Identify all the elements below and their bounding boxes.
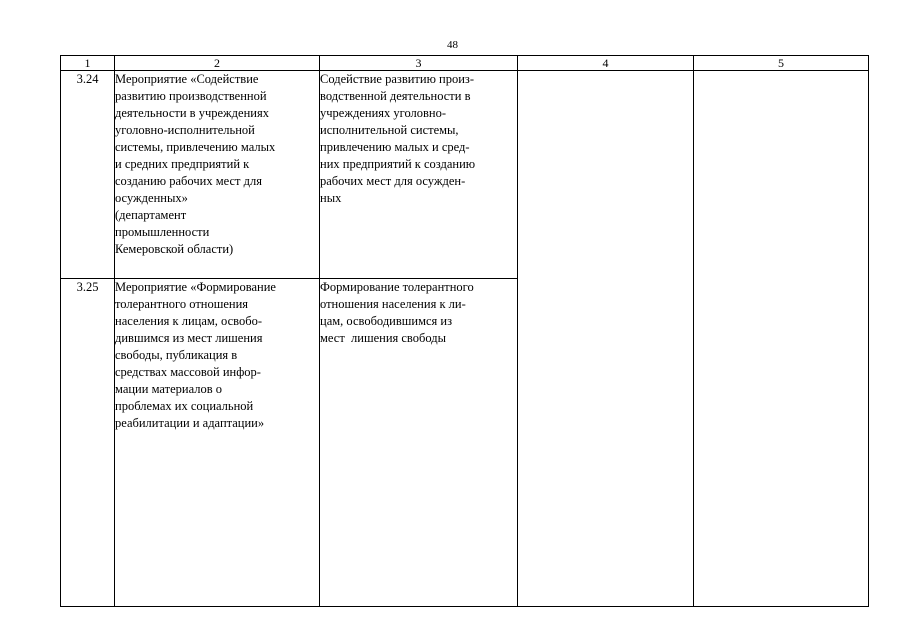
row-number: 3.25 — [61, 279, 115, 607]
text-line: учреждениях уголовно- — [320, 106, 447, 120]
header-col-1: 1 — [61, 56, 115, 71]
page-number: 48 — [447, 39, 458, 51]
text-line: населения к лицам, освобо- — [115, 314, 262, 328]
text-line: осужденных» — [115, 191, 188, 205]
text-line: отношения населения к ли- — [320, 297, 466, 311]
header-col-3: 3 — [320, 56, 518, 71]
measure-content-cell — [320, 71, 518, 279]
text-line: водственной деятельности в — [320, 89, 471, 103]
text-line: цам, освободившимся из — [320, 314, 453, 328]
text-line: мест лишения свободы — [320, 331, 447, 345]
measure-description-cell — [115, 279, 320, 607]
text-line: проблемах их социальной — [115, 399, 254, 413]
text-line: промышленности — [115, 225, 210, 239]
text-line: (департамент — [115, 208, 187, 222]
text-line: Мероприятие «Содействие — [115, 72, 259, 86]
row-number: 3.24 — [61, 71, 115, 279]
text-line: созданию рабочих мест для — [115, 174, 262, 188]
text-line: Кемеровской области) — [115, 242, 234, 256]
empty-cell-col-5 — [694, 71, 869, 607]
measure-content-cell — [320, 279, 518, 607]
header-col-5: 5 — [694, 56, 869, 71]
text-line: рабочих мест для осужден- — [320, 174, 466, 188]
header-col-2: 2 — [115, 56, 320, 71]
table-row — [61, 71, 869, 279]
text-line: реабилитации и адаптации» — [115, 416, 265, 430]
text-line: дившимся из мест лишения — [115, 331, 263, 345]
text-line: системы, привлечению малых — [115, 140, 276, 154]
text-line: исполнительной системы, — [320, 123, 459, 137]
empty-cell-col-4 — [518, 71, 694, 607]
text-line: свободы, публикация в — [115, 348, 238, 362]
text-line: развитию производственной — [115, 89, 267, 103]
header-col-4: 4 — [518, 56, 694, 71]
text-line: мации материалов о — [115, 382, 222, 396]
measure-description-cell — [115, 71, 320, 279]
header-row — [61, 56, 869, 71]
text-line: Мероприятие «Формирование — [115, 280, 276, 294]
document-table — [60, 55, 869, 607]
text-line: ных — [320, 191, 342, 205]
text-line: них предприятий к созданию — [320, 157, 476, 171]
text-line: средствах массовой инфор- — [115, 365, 261, 379]
text-line: Содействие развитию произ- — [320, 72, 475, 86]
text-line: деятельности в учреждениях — [115, 106, 269, 120]
text-line: и средних предприятий к — [115, 157, 250, 171]
text-line: Формирование толерантного — [320, 280, 474, 294]
text-line: привлечению малых и сред- — [320, 140, 470, 154]
text-line: толерантного отношения — [115, 297, 249, 311]
text-line: уголовно-исполнительной — [115, 123, 255, 137]
